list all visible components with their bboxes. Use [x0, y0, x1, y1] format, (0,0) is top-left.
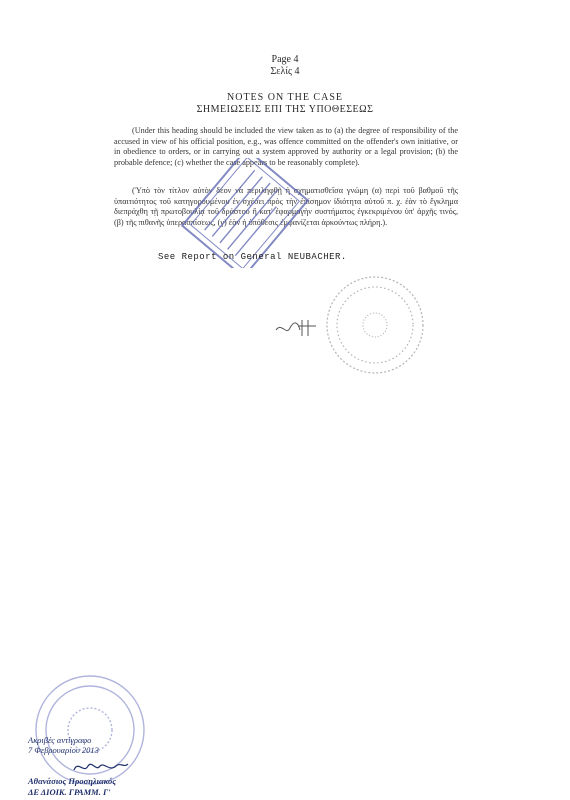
round-seal-center — [320, 270, 430, 380]
certification-signature — [70, 758, 130, 776]
certification-true-copy: Ακριβές αντίγραφο — [28, 735, 92, 745]
instructions-english: (Under this heading should be included the view taken as to (a) the degree of responsibility of the accused in view of his official position, e.g., was offence committed on the offender's own initiative, or in obedience to orders, or in carrying out a system approved by authority or a legal provision; (b) the probable defence; (c) whether the case appears to be reasonably complete). — [114, 126, 458, 167]
certification-official-name: Αθανάσιος Προσηλιακός — [28, 776, 117, 786]
instructions-greek: (Ὑπὸ τὸν τίτλον αὐτὸν δέον νὰ περιληφθῇ ἡ σχηματισθεῖσα γνώμη (α) περὶ τοῦ βαθμοῦ τῆς ὑπαιτιότητος τοῦ κατηγορουμένου ἐν σχέσει πρὸς τὴν ἐπίσημον ἰδιότητα αὐτοῦ π. χ. ἐὰν τὸ ἔγκλημα διεπράχθη τῇ πρωτοβουλίᾳ τοῦ δράστου ἢ κατ' ἐφαρμογὴν συστήματος ἐγκεκριμένου ὑπ' ἀρχῆς τινός, (β) τῆς πιθανῆς ὑπερασπίσεως, (γ) ἐὰν ἡ ὑπόθεσις ἐμφανίζεται ἀρκούντως πλήρη.). — [114, 186, 458, 227]
certification-official-role: ΔΕ ΔΙΟΙΚ. ΓΡΑΜΜ. Γ' — [28, 787, 111, 797]
certification-date: 7 Φεβρουαρίου 2013 — [28, 745, 99, 755]
handwritten-initials — [272, 316, 322, 340]
section-title-greek: ΣΗΜΕΙΩΣΕΙΣ ΕΠΙ ΤΗΣ ΥΠΟΘΕΣΕΩΣ — [196, 104, 374, 115]
page-number: Page 4 — [271, 54, 299, 65]
page-number-greek: Σελίς 4 — [270, 66, 300, 77]
typed-note: See Report on General NEUBACHER. — [158, 252, 347, 262]
section-title: NOTES ON THE CASE — [227, 92, 343, 103]
